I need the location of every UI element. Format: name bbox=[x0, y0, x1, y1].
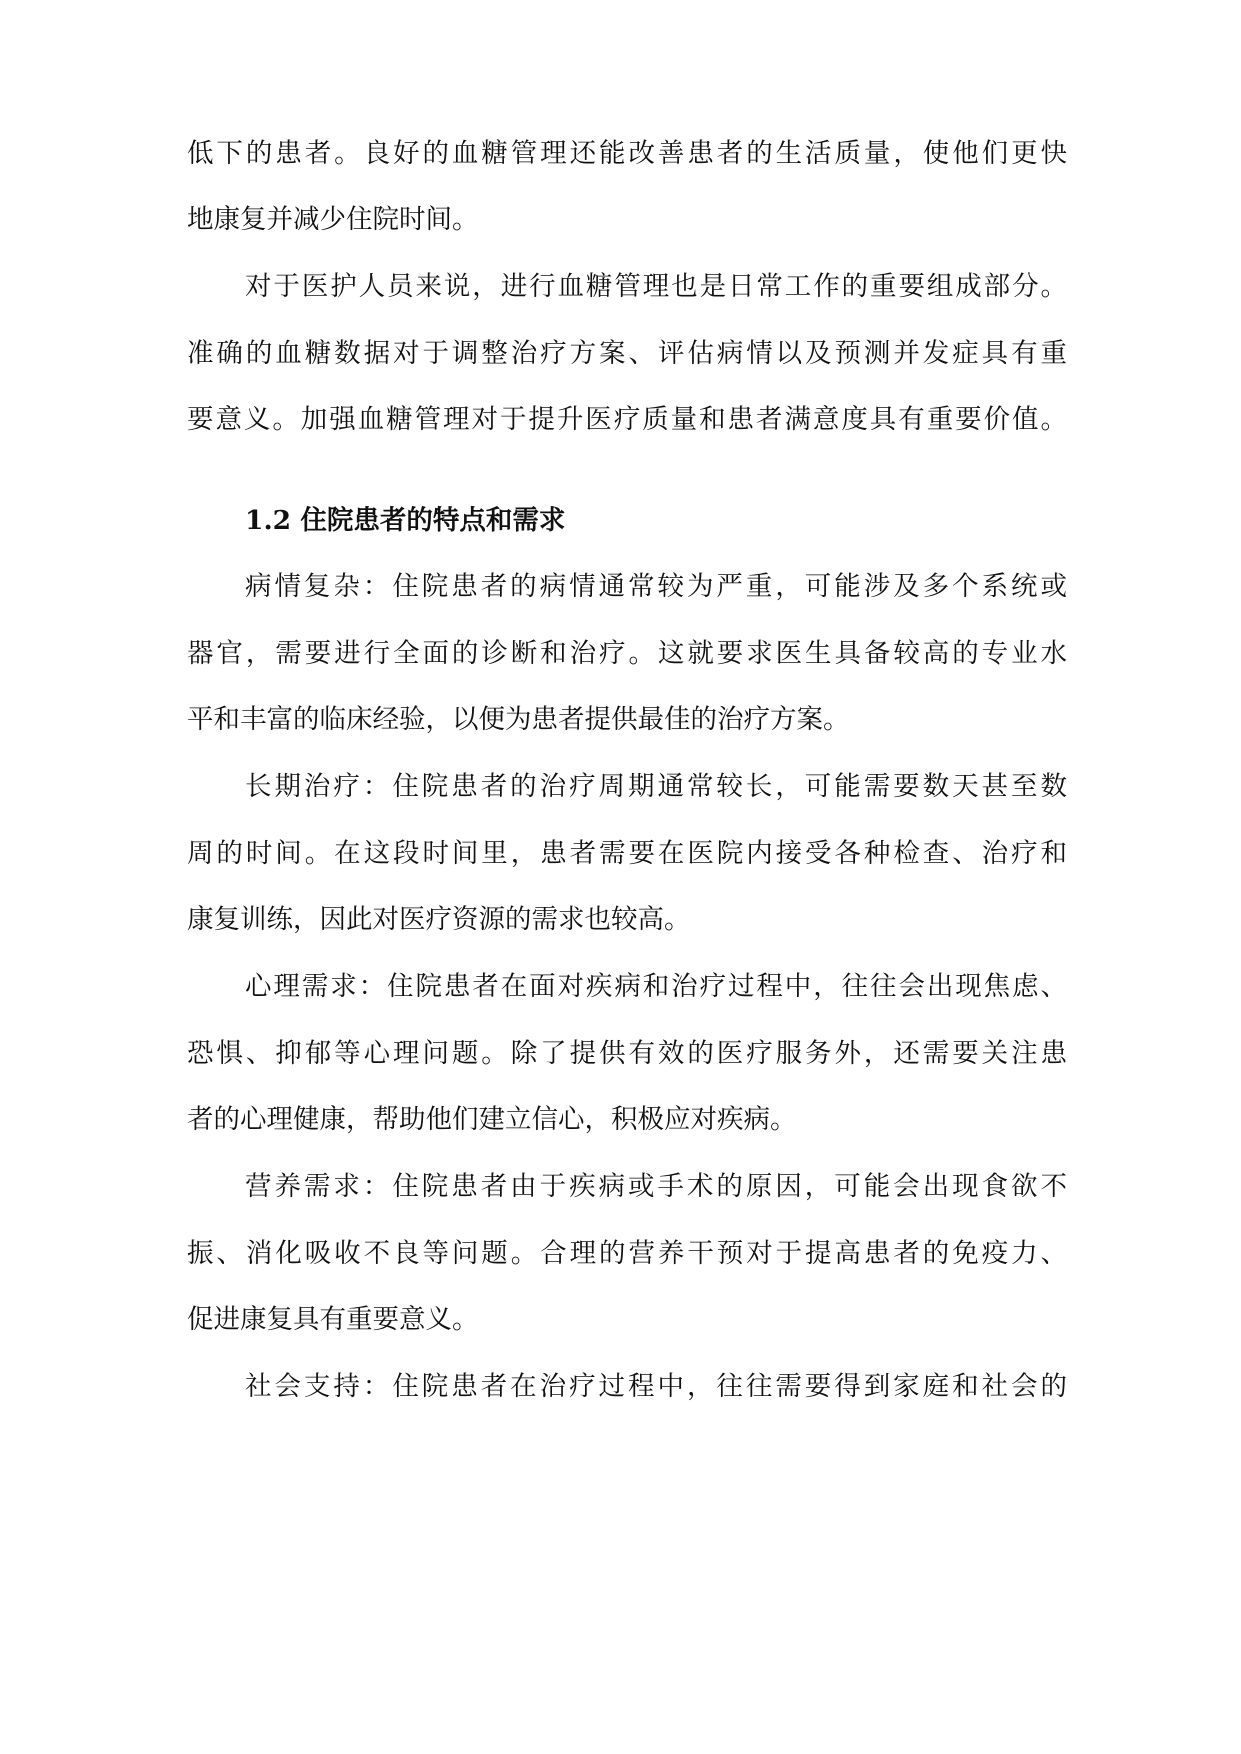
paragraph-line: 营养需求：住院患者由于疾病或手术的原因，可能会出现食欲不 bbox=[245, 1171, 1067, 1202]
paragraph-line: 社会支持：住院患者在治疗过程中，往往需要得到家庭和社会的 bbox=[245, 1371, 1067, 1402]
paragraph-line: 要意义。加强血糖管理对于提升医疗质量和患者满意度具有重要价值。 bbox=[187, 404, 1067, 435]
paragraph-line: 康复训练，因此对医疗资源的需求也较高。 bbox=[187, 904, 691, 935]
paragraph-line: 地康复并减少住院时间。 bbox=[187, 204, 479, 235]
paragraph-line: 振、消化吸收不良等问题。合理的营养干预对于提高患者的免疫力、 bbox=[187, 1238, 1067, 1269]
section-heading: 1.2 住院患者的特点和需求 bbox=[245, 505, 566, 536]
paragraph-line: 长期治疗：住院患者的治疗周期通常较长，可能需要数天甚至数 bbox=[245, 771, 1067, 802]
paragraph-line: 促进康复具有重要意义。 bbox=[187, 1304, 479, 1335]
paragraph-line: 心理需求：住院患者在面对疾病和治疗过程中，往往会出现焦虑、 bbox=[245, 971, 1067, 1002]
paragraph-line: 周的时间。在这段时间里，患者需要在医院内接受各种检查、治疗和 bbox=[187, 838, 1067, 869]
paragraph-line: 病情复杂：住院患者的病情通常较为严重，可能涉及多个系统或 bbox=[245, 571, 1067, 602]
paragraph-line: 低下的患者。良好的血糖管理还能改善患者的生活质量，使他们更快 bbox=[187, 138, 1067, 169]
paragraph-line: 恐惧、抑郁等心理问题。除了提供有效的医疗服务外，还需要关注患 bbox=[187, 1038, 1067, 1069]
paragraph-line: 准确的血糖数据对于调整治疗方案、评估病情以及预测并发症具有重 bbox=[187, 338, 1067, 369]
paragraph-line: 者的心理健康，帮助他们建立信心，积极应对疾病。 bbox=[187, 1104, 797, 1135]
paragraph-line: 平和丰富的临床经验，以便为患者提供最佳的治疗方案。 bbox=[187, 704, 850, 735]
paragraph-line: 器官，需要进行全面的诊断和治疗。这就要求医生具备较高的专业水 bbox=[187, 638, 1067, 669]
paragraph-line: 对于医护人员来说，进行血糖管理也是日常工作的重要组成部分。 bbox=[245, 271, 1067, 302]
